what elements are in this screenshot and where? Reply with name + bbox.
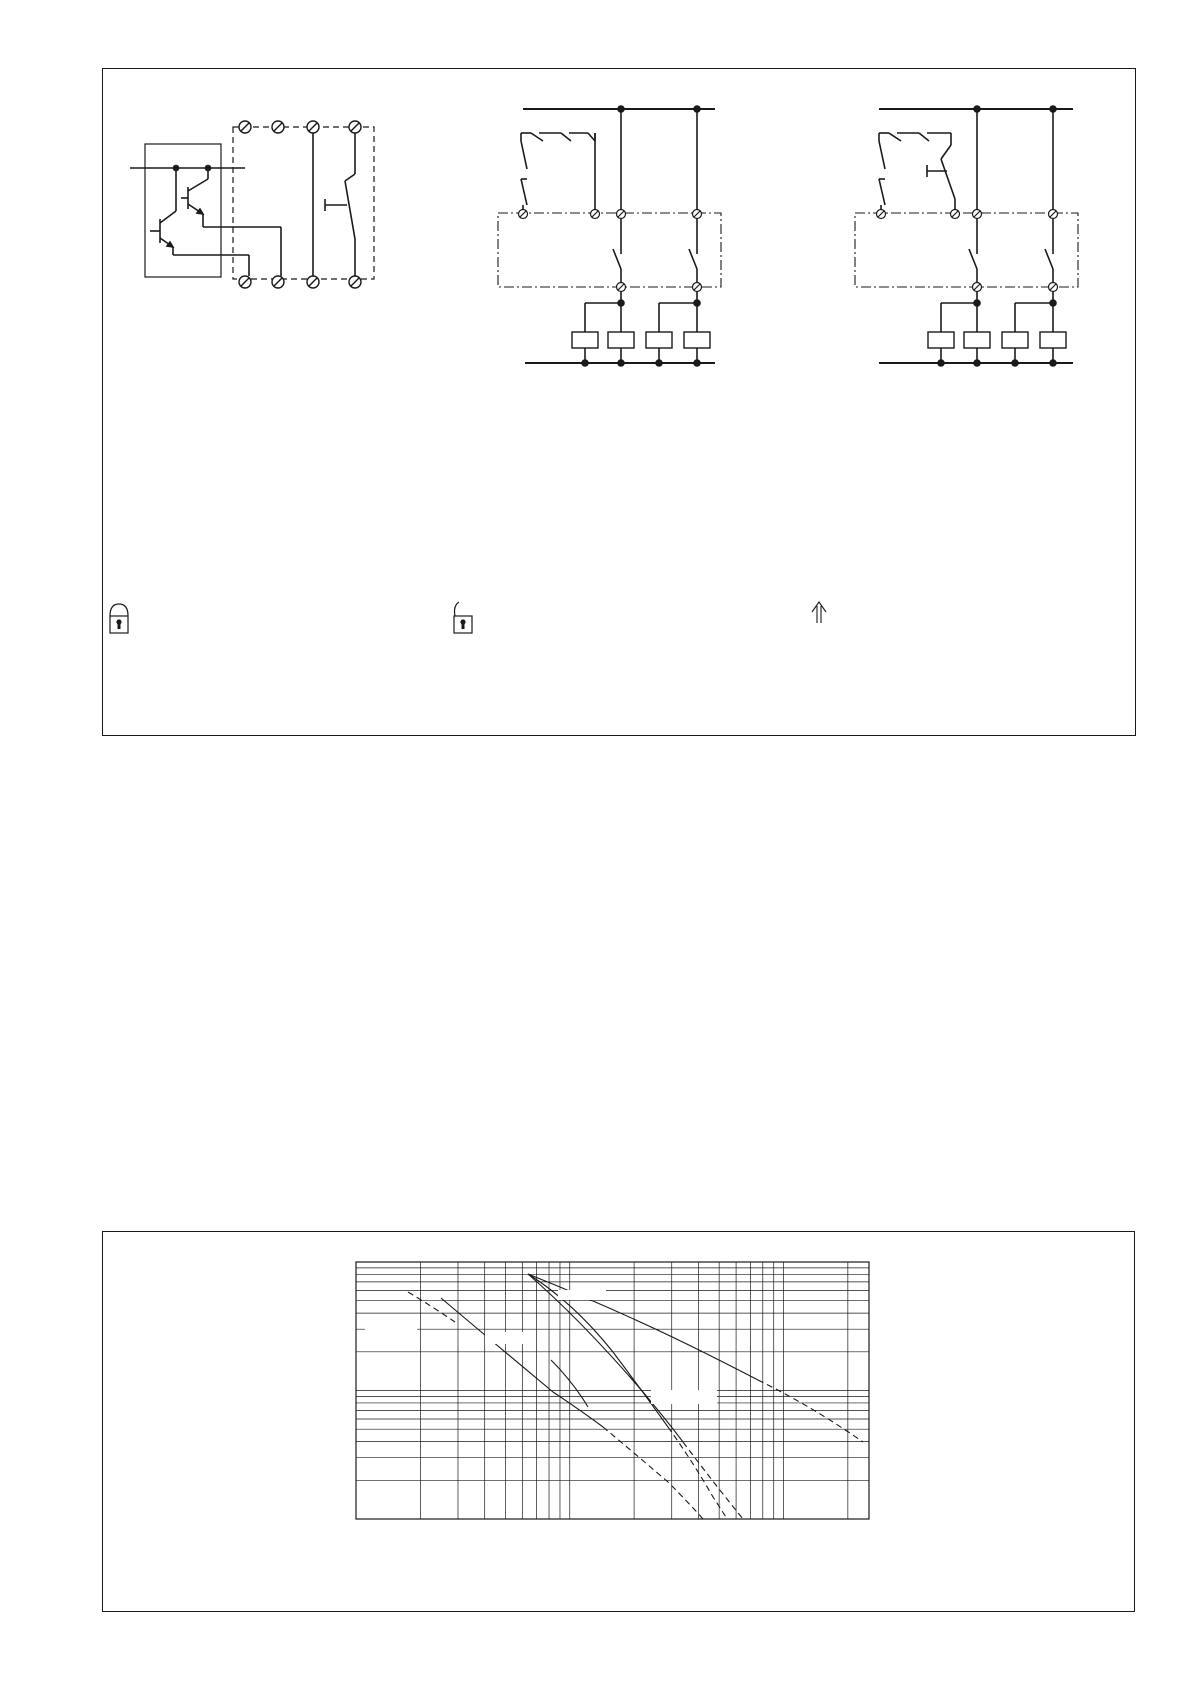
label-mask bbox=[558, 1290, 606, 1300]
grid-horizontal-lines bbox=[356, 1268, 869, 1480]
label-mask bbox=[485, 1332, 531, 1344]
label-mask bbox=[365, 1324, 417, 1346]
padlock-open-icon bbox=[454, 602, 472, 633]
padlock-closed-icon bbox=[110, 604, 128, 633]
transistor-upper bbox=[181, 168, 281, 227]
curve-d-solid bbox=[528, 1274, 758, 1380]
double-up-arrow-icon bbox=[812, 602, 826, 623]
pushbutton-switch bbox=[325, 133, 355, 276]
curve-e-dashed bbox=[408, 1292, 455, 1322]
curve-c-dashed bbox=[668, 1427, 727, 1519]
wiring-diagrams-panel bbox=[102, 68, 1136, 736]
wiring-diagrams-svg bbox=[103, 69, 1137, 737]
curve-chart-panel bbox=[102, 1231, 1135, 1612]
label-mask bbox=[651, 1390, 717, 1404]
relay-circuit-diagram-3 bbox=[855, 106, 1078, 366]
terminals-bottom bbox=[239, 276, 361, 288]
transistor-module-box bbox=[145, 144, 221, 277]
relay-circuit-diagram-2 bbox=[498, 106, 721, 366]
curve-a-dashed bbox=[603, 1427, 703, 1519]
terminal-block-outline bbox=[233, 127, 374, 279]
transistor-output-diagram bbox=[130, 121, 374, 288]
curve-chart-svg bbox=[103, 1232, 1136, 1613]
